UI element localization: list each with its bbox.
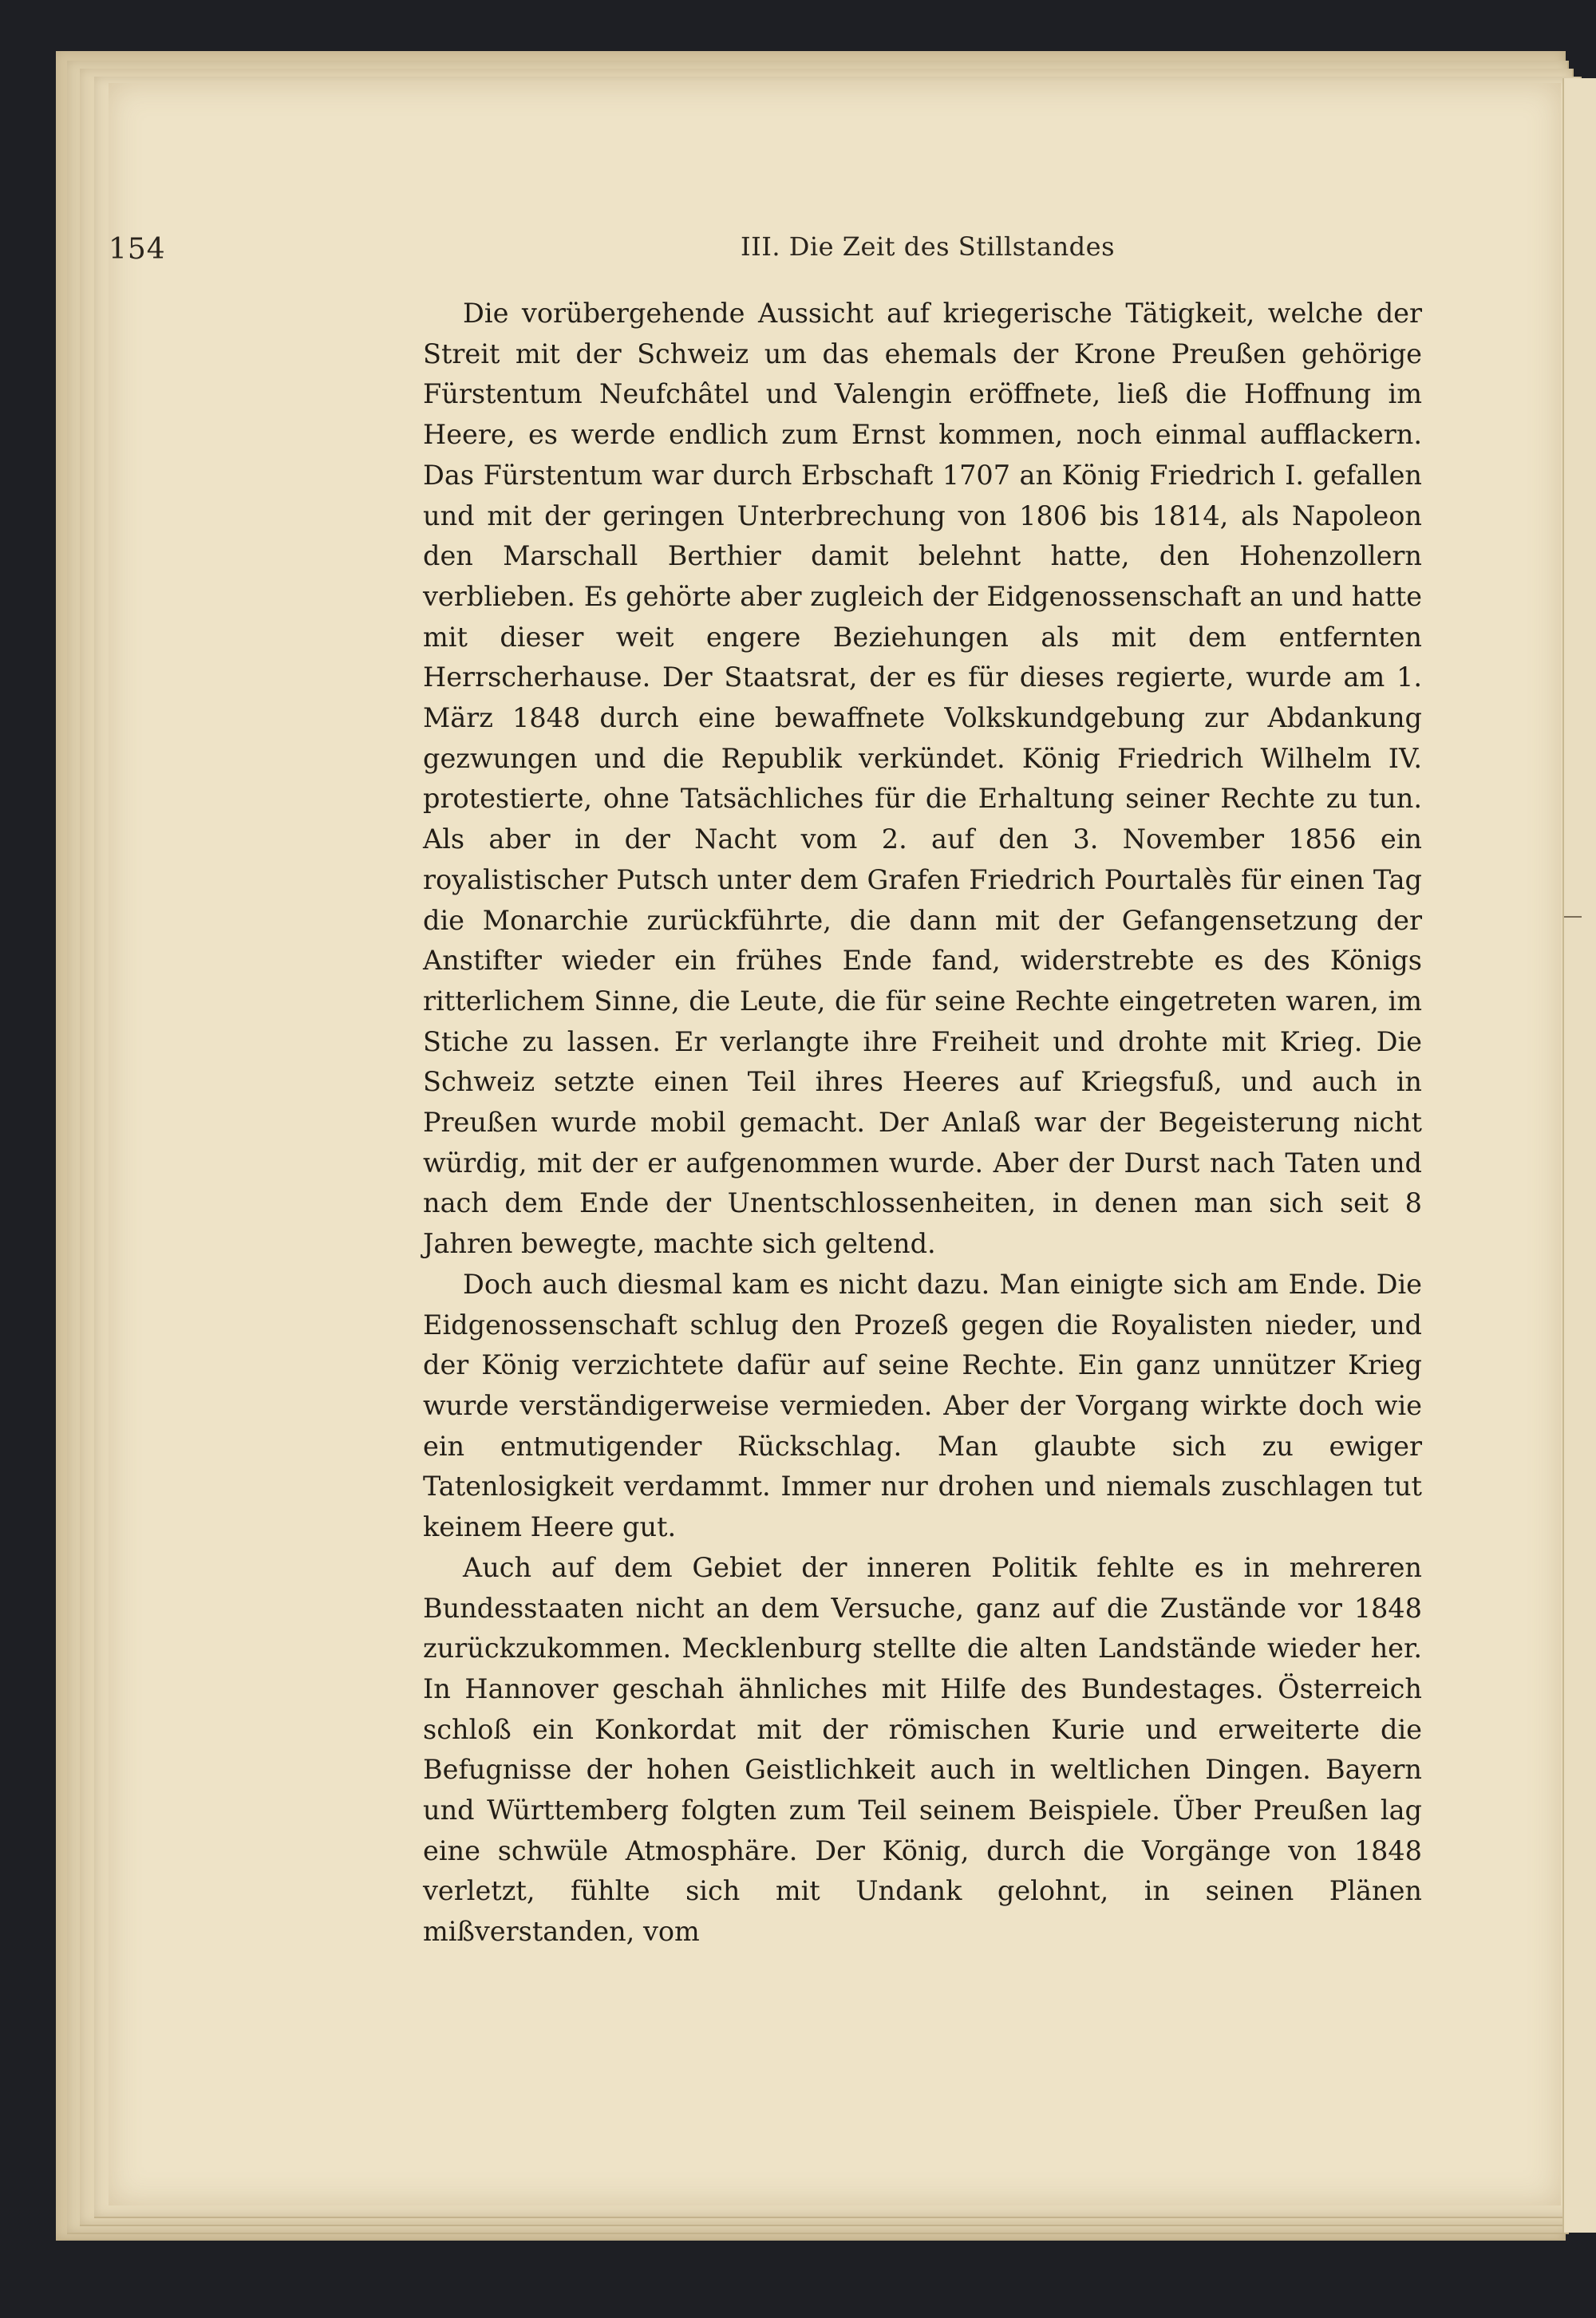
paragraph: Die vorübergehende Aussicht auf kriegerische Tätigkeit, welche der Streit mit der Schweiz um das ehemals der Krone Preußen gehörige Fürstentum Neufchâtel und Valengin eröffnete, ließ die Hoffnung im Heere, es werde endlich zum Ernst kommen, noch einmal aufflackern. Das Fürstentum war durch Erbschaft 1707 an König Friedrich I. gefallen und mit der geringen Unterbrechung von 1806 bis 1814, als Napoleon den Marschall Berthier damit belehnt hatte, den Hohenzollern verblieben. Es gehörte aber zugleich der Eidgenossenschaft an und hatte mit dieser weit engere Beziehungen als mit dem entfernten Herrscherhause. Der Staatsrat, der es für dieses regierte, wurde am 1. März 1848 durch eine bewaffnete Volkskundgebung zur Abdankung gezwungen und die Republik verkündet. König Friedrich Wilhelm IV. protestierte, ohne Tatsächliches für die Erhaltung seiner Rechte zu tun. Als aber in der Nacht vom 2. auf den 3. November 1856 ein royalistischer Putsch unter dem Grafen Friedrich Pourtalès für einen Tag die Monarchie zurückführte, die dann mit der Gefangensetzung der Anstifter wieder ein frühes Ende fand, widerstrebte es des Königs ritterlichem Sinne, die Leute, die für seine Rechte eingetreten waren, im Stiche zu lassen. Er verlangte ihre Freiheit und drohte mit Krieg. Die Schweiz setzte einen Teil ihres Heeres auf Kriegsfuß, und auch in Preußen wurde mobil gemacht. Der Anlaß war der Begeisterung nicht würdig, mit der er aufgenommen wurde. Aber der Durst nach Taten und nach dem Ende der Unentschlossenheiten, in denen man sich seit 8 Jahren bewegte, machte sich geltend.	[423, 298, 1422, 1260]
page-number: 154	[109, 233, 166, 266]
margin-mark	[1564, 916, 1582, 918]
facing-page-edge	[1562, 78, 1596, 2233]
body-text	[423, 294, 1422, 1953]
running-title: III. Die Zeit des Stillstandes	[741, 231, 1116, 262]
paragraph: Doch auch diesmal kam es nicht dazu. Man einigte sich am Ende. Die Eidgenossenschaft schlug den Prozeß gegen die Royalisten nieder, und der König verzichtete dafür auf seine Rechte. Ein ganz unnützer Krieg wurde verständigerweise vermieden. Aber der Vorgang wirkte doch wie ein entmutigender Rückschlag. Man glaubte sich zu ewiger Tatenlosigkeit verdammt. Immer nur drohen und niemals zuschlagen tut keinem Heere gut.	[423, 1268, 1422, 1543]
paragraph: Auch auf dem Gebiet der inneren Politik fehlte es in mehreren Bundesstaaten nicht an dem Versuche, ganz auf die Zustände vor 1848 zurückzukommen. Mecklenburg stellte die alten Landstände wieder her. In Hannover geschah ähnliches mit Hilfe des Bundestages. Österreich schloß ein Konkordat mit der römischen Kurie und erweiterte die Befugnisse der hohen Geistlichkeit auch in weltlichen Dingen. Bayern und Württemberg folgten zum Teil seinem Beispiele. Über Preußen lag eine schwüle Atmosphäre. Der König, durch die Vorgänge von 1848 verletzt, fühlte sich mit Undank gelohnt, in seinen Plänen mißverstanden, vom	[423, 1551, 1422, 1948]
